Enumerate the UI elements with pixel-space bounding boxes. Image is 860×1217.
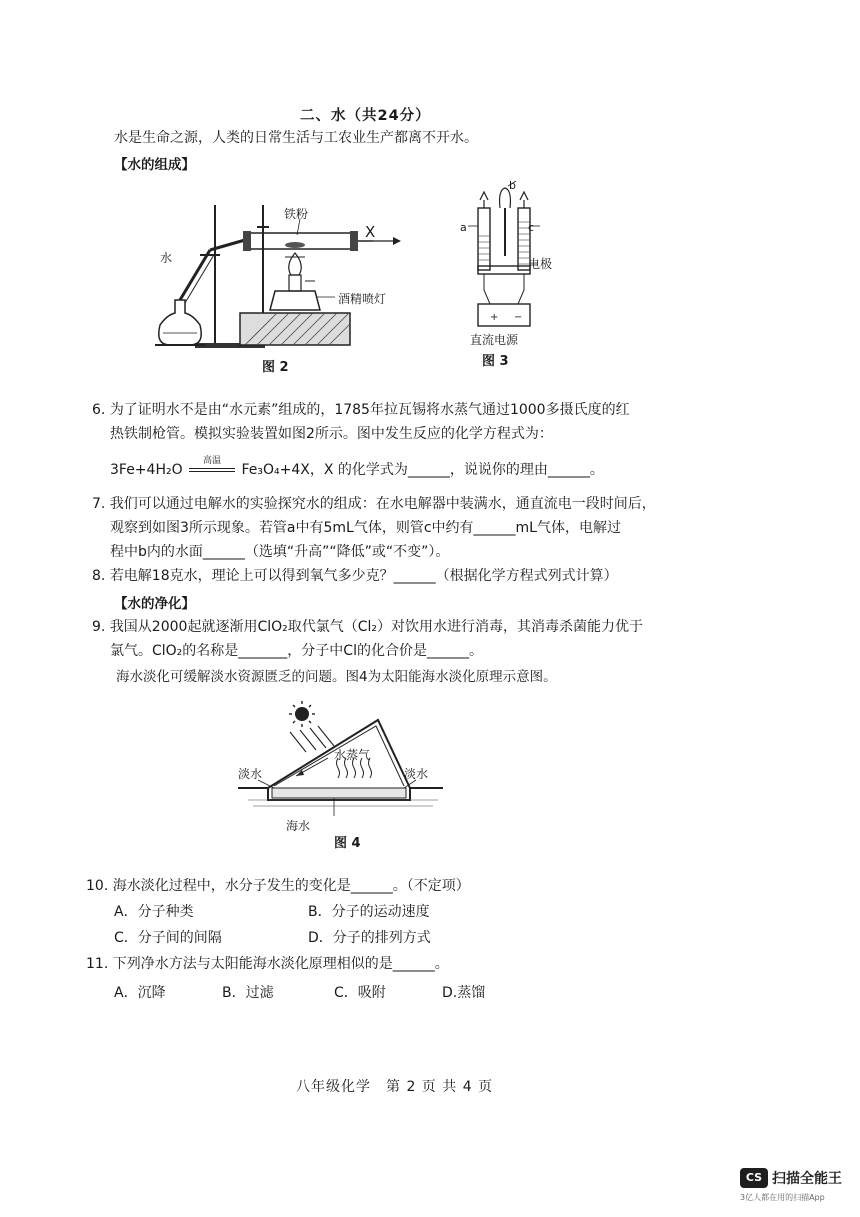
question-6-line-1 xyxy=(92,400,630,420)
label-seawater: 海水 xyxy=(286,819,311,833)
question-11-option-a: A．沉降 xyxy=(114,985,166,1001)
equation-condition-text: 高温 xyxy=(203,456,222,466)
scanner-watermark xyxy=(740,1168,842,1203)
question-11-number: 11. xyxy=(86,956,109,972)
question-11-text-1: 下列净水方法与太阳能海水淡化原理相似的是______。 xyxy=(112,956,449,972)
label-water-vapor: 水蒸气 xyxy=(334,748,371,762)
question-6-line-2: 热铁制枪管。模拟实验装置如图2所示。图中发生反应的化学方程式为： xyxy=(110,426,553,442)
question-6-equation xyxy=(110,456,604,480)
question-10-number: 10. xyxy=(86,878,109,894)
label-alcohol-lamp: 酒精喷灯 xyxy=(338,292,387,306)
question-10-option-b: B．分子的运动速度 xyxy=(308,904,430,920)
scanner-subtitle: 3亿人都在用的扫描App xyxy=(740,1193,825,1202)
question-9-number: 9. xyxy=(92,619,106,635)
question-10-option-a: A．分子种类 xyxy=(114,904,194,920)
label-electrode: 电极 xyxy=(528,257,553,271)
question-11-option-c: C．吸附 xyxy=(334,985,386,1001)
label-fresh-water-left: 淡水 xyxy=(238,767,263,781)
label-tube-c: c xyxy=(528,221,535,234)
figure-3-caption: 图 3 xyxy=(482,354,509,369)
label-dc-power: 直流电源 xyxy=(470,333,519,347)
scanner-logo: CS xyxy=(740,1168,768,1188)
equation-condition xyxy=(187,456,237,480)
question-10-text-1: 海水淡化过程中，水分子发生的变化是______。（不定项） xyxy=(112,878,470,894)
label-tube-b: b xyxy=(509,179,516,192)
equation-reactants: 3Fe+4H₂O xyxy=(110,462,183,478)
subheading-purification: 【水的净化】 xyxy=(114,596,195,612)
desalination-intro: 海水淡化可缓解淡水资源匮乏的问题。图4为太阳能海水淡化原理示意图。 xyxy=(116,669,557,685)
question-9-line-1 xyxy=(92,617,643,637)
label-fresh-water-right: 淡水 xyxy=(404,767,429,781)
svg-text:−: − xyxy=(514,312,523,323)
label-iron-powder: 铁粉 xyxy=(284,207,309,221)
question-9-line-2: 氯气。ClO₂的名称是_______，分子中Cl的化合价是______。 xyxy=(110,643,483,659)
equation-products: Fe₃O₄+4X，X 的化学式为______，说说你的理由______。 xyxy=(241,462,604,478)
question-7-text-1: 我们可以通过电解水的实验探究水的组成：在水电解器中装满水，通直流电一段时间后， xyxy=(109,496,656,512)
question-7-line-3: 程中b内的水面______（选填“升高”“降低”或“不变”）。 xyxy=(110,544,450,560)
question-8-text-1: 若电解18克水，理论上可以得到氧气多少克？______（根据化学方程式列式计算） xyxy=(109,568,618,584)
label-water: 水 xyxy=(160,251,173,265)
intro-text: 水是生命之源，人类的日常生活与工农业生产都离不开水。 xyxy=(114,130,478,146)
question-9-text-1: 我国从2000起就逐渐用ClO₂取代氯气（Cl₂）对饮用水进行消毒，其消毒杀菌能力优于 xyxy=(109,619,644,635)
svg-text:+: + xyxy=(490,312,499,323)
question-11-line-1 xyxy=(86,954,449,974)
question-6-number: 6. xyxy=(92,402,106,418)
question-11-option-d: D.蒸馏 xyxy=(442,985,486,1001)
question-8-number: 8. xyxy=(92,568,106,584)
question-6-text-1: 为了证明水不是由“水元素”组成的，1785年拉瓦锡将水蒸气通过1000多摄氏度的红 xyxy=(109,402,630,418)
scanner-title: 扫描全能王 xyxy=(772,1171,842,1187)
question-10-line-1 xyxy=(86,876,470,896)
label-tube-a: a xyxy=(460,221,467,234)
figure-4-caption: 图 4 xyxy=(334,836,361,851)
question-11-option-b: B．过滤 xyxy=(222,985,274,1001)
question-8-line-1 xyxy=(92,566,618,586)
figure-2-apparatus xyxy=(145,195,405,355)
question-10-option-d: D．分子的排列方式 xyxy=(308,930,431,946)
figure-2-caption: 图 2 xyxy=(262,360,289,375)
question-10-option-c: C．分子间的间隔 xyxy=(114,930,222,946)
page-footer: 八年级化学 第 2 页 共 4 页 xyxy=(296,1079,494,1095)
question-7-line-1 xyxy=(92,494,656,514)
question-7-line-2: 观察到如图3所示现象。若管a中有5mL气体，则管c中约有______mL气体，电解过 xyxy=(110,520,621,536)
question-7-number: 7. xyxy=(92,496,106,512)
subheading-composition: 【水的组成】 xyxy=(114,157,195,173)
label-x: X xyxy=(365,223,376,241)
section-title: 二、水（共24分） xyxy=(300,108,431,124)
